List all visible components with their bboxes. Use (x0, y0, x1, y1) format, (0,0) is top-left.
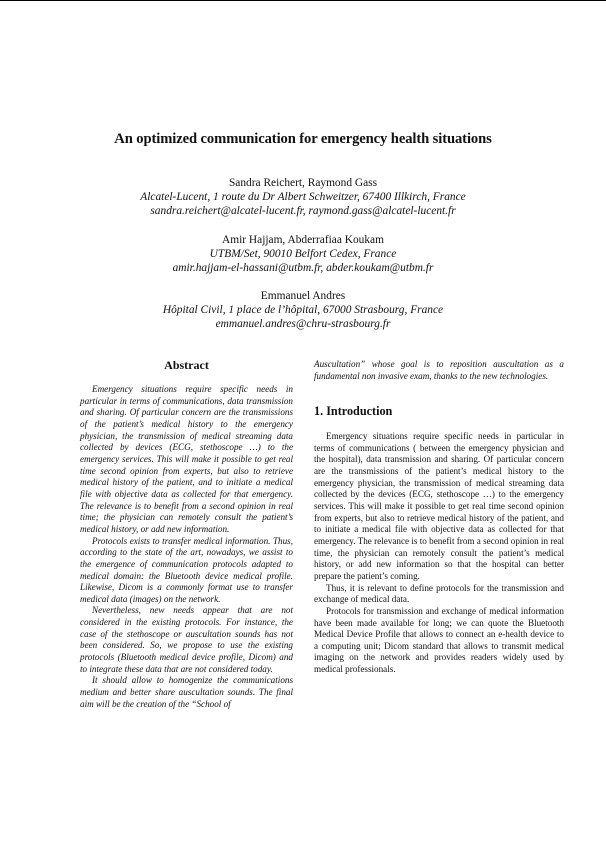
author-emails: amir.hajjam-el-hassani@utbm.fr, abder.koukam@utbm.fr (172, 262, 434, 275)
paper-title: An optimized communication for emergency health situations (114, 131, 492, 147)
introduction-column (314, 431, 564, 676)
abstract-continuation (314, 359, 564, 382)
author-affiliation: Alcatel-Lucent, 1 route du Dr Albert Schweitzer, 67400 Illkirch, France (140, 191, 466, 204)
abstract-paragraph: Nevertheless, new needs appear that are not considered in the existing protocols. For instance, the case of the stethoscope or auscultation sounds has not been considered. So, we propose to use the existing protocols (Bluetooth medical device profile, Dicom) and to integrate these data that are not considered today. (80, 605, 293, 674)
author-block-1 (0, 176, 606, 219)
author-emails: sandra.reichert@alcatel-lucent.fr, raymond.gass@alcatel-lucent.fr (150, 205, 456, 218)
introduction-paragraph: Emergency situations require specific needs in particular in terms of communications ( between the emergency physician and the hospital), data transmission and sharing. Of particular concern are the transmissions of the patient’s medical history to the emergency physician, the transmission of medical streaming data collected by the devices (ECG, stethoscope …) to the emergency services. This will make it possible to get real time second opinion from experts, but also to retrieve medical history of the patient, and to initiate a medical file with objective data as collected for that emergency. The relevance is to benefit from a second opinion in real time, the physician can remotely consult the patient’s medical history, or add new information so that the hospital can better prepare the patient’s coming. (314, 431, 564, 581)
author-block-2 (0, 233, 606, 276)
author-names: Emmanuel Andres (260, 290, 346, 302)
abstract-paragraph: Emergency situations require specific needs in particular in terms of communications, data transmission and sharing. Of particular concern are the transmissions of the patient’s medical history to the emergency physician, the transmission of medical streaming data collected by devices (ECG, stethoscope …) to the emergency services. This will make it possible to get real time second opinion from experts, but also to retrieve medical history of the patient, and to initiate a medical file with objective data as collected for that emergency. The relevance is to benefit from a second opinion in real time; the physician can remotely consult the patient’s medical history, or add new information. (80, 384, 293, 534)
author-names: Sandra Reichert, Raymond Gass (228, 177, 378, 189)
abstract-column (80, 384, 293, 710)
introduction-paragraph: Protocols for transmission and exchange of medical information have been made available for long; we can quote the Bluetooth Medical Device Profile that allows to connect an e-health device to a computing unit; Dicom standard that allows to transmit medical imaging on the network and provides readers widely used by medical professionals. (314, 605, 564, 675)
abstract-heading: Abstract (164, 358, 209, 372)
section-heading-introduction: 1. Introduction (314, 404, 393, 418)
author-block-3 (0, 289, 606, 332)
author-affiliation: Hôpital Civil, 1 place de l’hôpital, 67000 Strasbourg, France (162, 304, 444, 317)
abstract-paragraph: Protocols exists to transfer medical information. Thus, according to the state of the art, nowadays, we assist to the emergence of communication protocols adapted to medical domain: the Bluetooth device medical profile. Likewise, Dicom is a commonly format use to transfer medical data (images) on the network. (80, 535, 293, 604)
introduction-paragraph: Thus, it is relevant to define protocols for the transmission and exchange of medical data. (314, 582, 564, 605)
author-emails: emmanuel.andres@chru-strasbourg.fr (215, 318, 391, 331)
page-top-border (0, 0, 606, 1)
author-names: Amir Hajjam, Abderrafiaa Koukam (222, 234, 384, 246)
author-affiliation: UTBM/Set, 90010 Belfort Cedex, France (209, 248, 397, 261)
abstract-paragraph-continued: Auscultation” whose goal is to reposition auscultation as a fundamental non invasive exam, thanks to the new technologies. (314, 359, 564, 381)
abstract-paragraph: It should allow to homogenize the communications medium and better share auscultation sounds. The final aim will be the creation of the “School of (80, 675, 293, 709)
